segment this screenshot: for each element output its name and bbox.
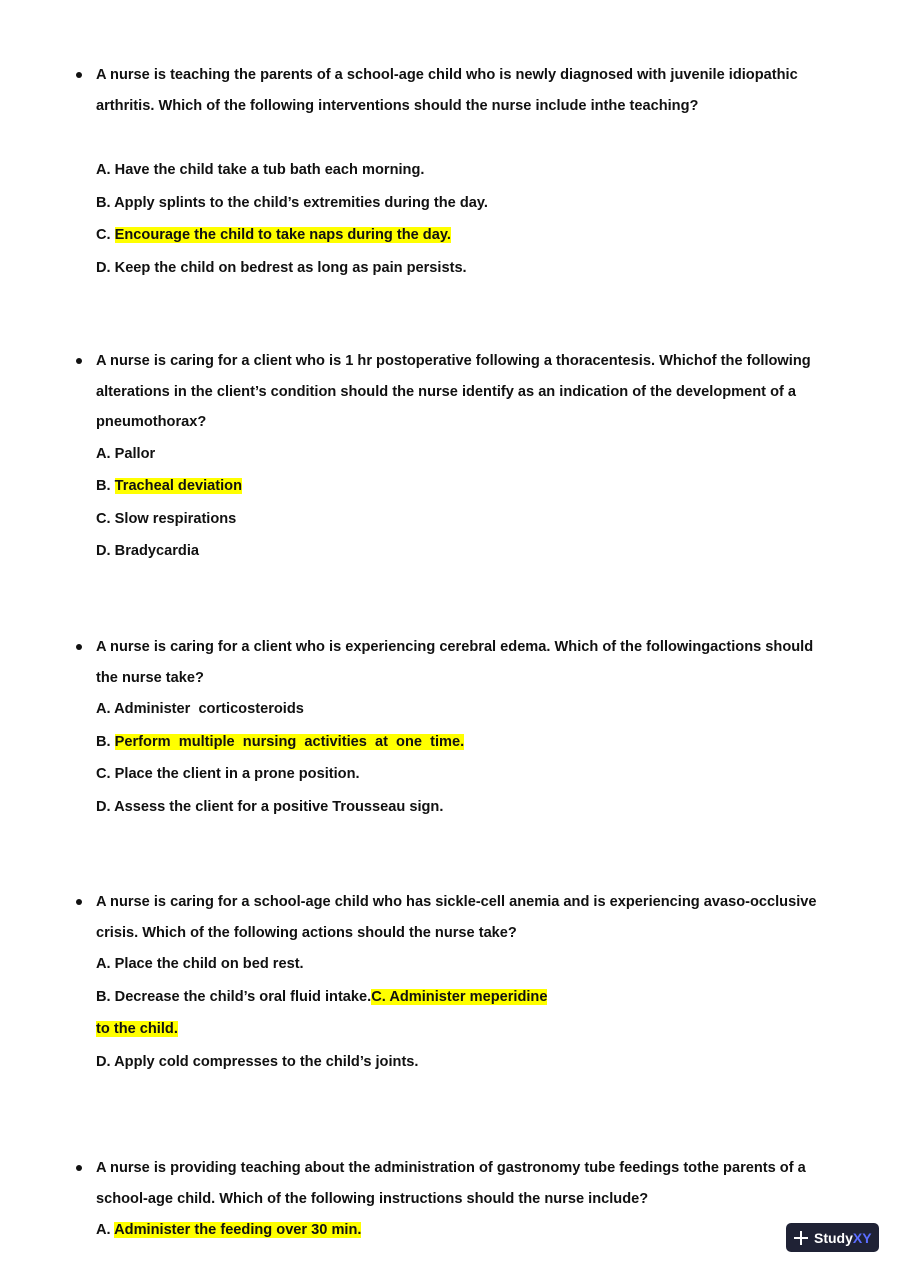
option-c-continued: to the child.: [96, 1021, 178, 1037]
option-a-highlighted: A. Administer the feeding over 30 min.: [96, 1222, 362, 1238]
question-stem: A nurse is providing teaching about the administration of gastronomy tube feedings tothe parents of a school-age child. Which of the following instructions should the nurse include?: [0, 1153, 831, 1214]
option-c-highlighted: C. Encourage the child to take naps during the day.: [96, 227, 451, 243]
option-a: A. Administer corticosteroids: [96, 701, 304, 717]
question-4: [0, 887, 900, 1078]
option-b-highlighted: B. Perform multiple nursing activities at one time.: [96, 733, 465, 750]
question-2: [0, 346, 900, 568]
bullet-icon: [76, 1165, 82, 1171]
option-a: A. Have the child take a tub bath each morning.: [96, 162, 425, 178]
option-b: B. Decrease the child’s oral fluid intake.C. Administer meperidine: [96, 988, 548, 1005]
plus-icon: [794, 1231, 808, 1245]
option-d: D. Apply cold compresses to the child’s joints.: [96, 1053, 419, 1070]
question-stem: A nurse is caring for a client who is experiencing cerebral edema. Which of the followingactions should the nurse take?: [0, 632, 831, 693]
studyxy-logo[interactable]: Study XY: [786, 1223, 879, 1252]
question-1: [0, 60, 900, 284]
option-d: D. Keep the child on bedrest as long as pain persists.: [96, 259, 467, 276]
bullet-icon: [76, 358, 82, 364]
option-a: A. Pallor: [96, 445, 156, 462]
bullet-icon: [76, 899, 82, 905]
option-d: D. Bradycardia: [96, 543, 200, 559]
option-b: B. Apply splints to the child’s extremities during the day.: [96, 194, 488, 211]
question-stem: A nurse is caring for a school-age child who has sickle-cell anemia and is experiencing avaso-occlusive crisis. Which of the following actions should the nurse take?: [0, 887, 831, 948]
option-b-highlighted: B. Tracheal deviation: [96, 478, 242, 494]
option-c: C. Place the client in a prone position.: [96, 766, 360, 782]
option-d: D. Assess the client for a positive Trousseau sign.: [96, 798, 444, 815]
option-c-highlighted: C. Administer meperidine: [371, 988, 548, 1005]
option-c: C. Slow respirations: [96, 510, 237, 527]
question-3: [0, 632, 900, 823]
question-5: [0, 1153, 900, 1247]
question-stem: A nurse is caring for a client who is 1 hr postoperative following a thoracentesis. Whichof the following alterations in the client’s condition should the nurse identify as an indication of the development of a pneumothorax?: [0, 346, 831, 438]
bullet-icon: [76, 72, 82, 78]
question-stem: A nurse is teaching the parents of a school-age child who is newly diagnosed with juvenile idiopathic arthritis. Which of the following interventions should the nurse include inthe teaching?: [0, 60, 831, 121]
bullet-icon: [76, 644, 82, 650]
option-a: A. Place the child on bed rest.: [96, 956, 304, 972]
